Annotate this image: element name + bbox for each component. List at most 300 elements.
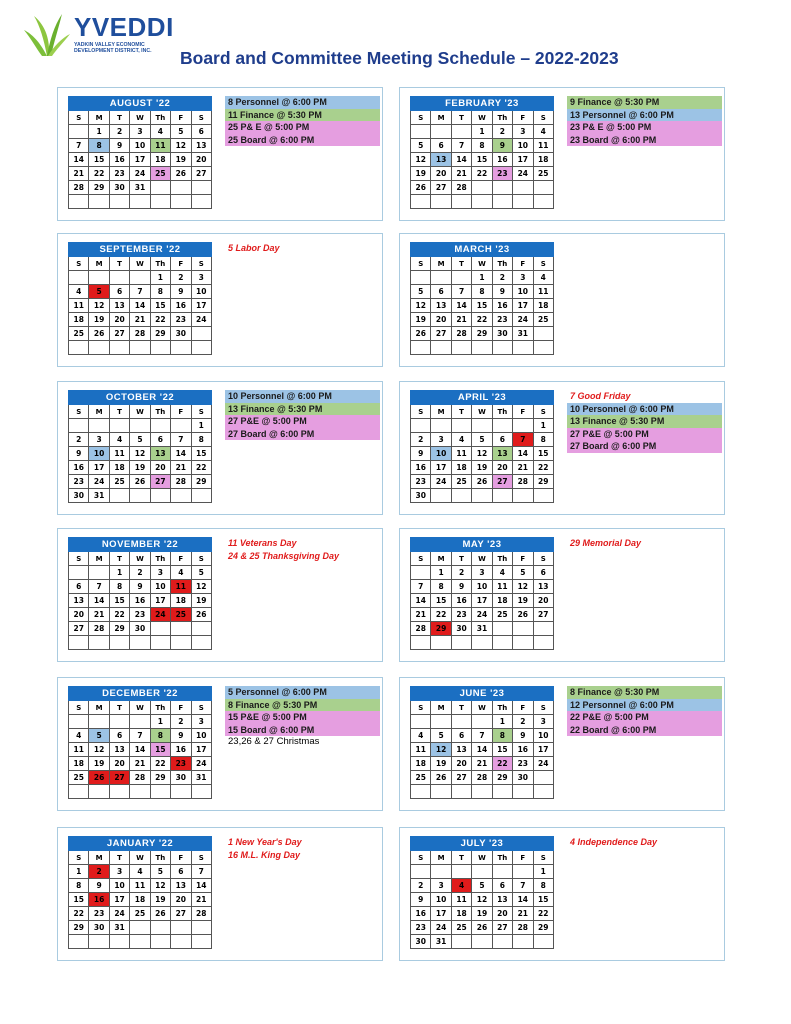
meeting-item: 23 P& E @ 5:00 PM [567, 121, 722, 134]
meeting-item: 8 Finance @ 5:30 PM [567, 686, 722, 699]
empty-cell [513, 865, 533, 879]
event-list [567, 96, 722, 146]
empty-cell [109, 195, 129, 209]
weekday-label: S [411, 257, 431, 271]
week-row [411, 271, 554, 285]
day-cell: 21 [513, 461, 533, 475]
day-cell: 25 [492, 608, 512, 622]
day-cell: 14 [69, 153, 89, 167]
day-cell: 18 [130, 893, 150, 907]
day-cell: 4 [69, 285, 89, 299]
day-cell: 8 [191, 433, 211, 447]
mini-calendar [410, 390, 554, 503]
day-cell: 5 [411, 139, 431, 153]
empty-cell [191, 489, 211, 503]
day-cell: 16 [89, 893, 109, 907]
day-cell: 22 [533, 461, 553, 475]
week-row [69, 153, 212, 167]
empty-cell [472, 181, 492, 195]
day-cell: 14 [411, 594, 431, 608]
holiday-item: 5 Labor Day [228, 243, 280, 253]
day-cell: 6 [109, 285, 129, 299]
empty-cell [69, 125, 89, 139]
day-cell: 7 [130, 729, 150, 743]
day-cell: 31 [431, 935, 451, 949]
month-panel [57, 677, 383, 811]
day-cell: 12 [411, 299, 431, 313]
day-cell: 29 [492, 771, 512, 785]
week-row [69, 785, 212, 799]
weekday-label: S [411, 111, 431, 125]
empty-cell [533, 341, 553, 355]
day-cell: 3 [472, 566, 492, 580]
weekday-label: Th [492, 257, 512, 271]
empty-cell [89, 341, 109, 355]
day-cell: 25 [451, 475, 471, 489]
month-panel [57, 381, 383, 515]
empty-cell [492, 489, 512, 503]
empty-cell [472, 715, 492, 729]
empty-cell [109, 935, 129, 949]
empty-cell [191, 636, 211, 650]
empty-cell [492, 419, 512, 433]
day-cell: 9 [492, 285, 512, 299]
weekday-label: S [191, 851, 211, 865]
day-cell: 3 [130, 125, 150, 139]
week-row [411, 622, 554, 636]
day-cell: 13 [431, 153, 451, 167]
day-cell: 9 [513, 729, 533, 743]
day-cell: 8 [109, 580, 129, 594]
weekday-label: M [89, 111, 109, 125]
day-cell: 4 [150, 125, 170, 139]
month-header: SEPTEMBER '22 [69, 243, 212, 257]
week-row [411, 865, 554, 879]
day-cell: 30 [411, 935, 431, 949]
event-list [225, 836, 380, 861]
day-cell: 16 [492, 299, 512, 313]
day-cell: 11 [533, 139, 553, 153]
month-panel [399, 677, 725, 811]
weekday-label: W [472, 111, 492, 125]
day-cell: 10 [533, 729, 553, 743]
empty-cell [89, 419, 109, 433]
day-cell: 7 [89, 580, 109, 594]
day-cell: 19 [89, 757, 109, 771]
empty-cell [513, 341, 533, 355]
empty-cell [431, 785, 451, 799]
weekday-label: M [431, 701, 451, 715]
day-cell: 24 [89, 475, 109, 489]
meeting-item: 11 Finance @ 5:30 PM [225, 109, 380, 122]
weekday-label: S [533, 405, 553, 419]
meeting-item: 23,26 & 27 Christmas [228, 736, 320, 747]
day-cell: 11 [492, 580, 512, 594]
day-cell: 4 [533, 271, 553, 285]
mini-calendar [68, 96, 212, 209]
day-cell: 16 [411, 907, 431, 921]
day-cell: 10 [513, 139, 533, 153]
empty-cell [411, 715, 431, 729]
empty-cell [69, 341, 89, 355]
empty-cell [171, 921, 191, 935]
week-row [411, 729, 554, 743]
empty-cell [171, 341, 191, 355]
weekday-label: M [431, 851, 451, 865]
week-row [69, 757, 212, 771]
day-cell: 29 [69, 921, 89, 935]
day-cell: 23 [69, 475, 89, 489]
empty-cell [492, 636, 512, 650]
meeting-item: 13 Personnel @ 6:00 PM [567, 109, 722, 122]
week-row [69, 299, 212, 313]
weekday-label: F [171, 405, 191, 419]
empty-cell [533, 636, 553, 650]
weekday-label: F [171, 111, 191, 125]
weekday-label: F [513, 257, 533, 271]
day-cell: 18 [109, 461, 129, 475]
day-cell: 15 [472, 153, 492, 167]
day-cell: 28 [130, 327, 150, 341]
day-cell: 19 [89, 313, 109, 327]
week-row [69, 566, 212, 580]
day-cell: 3 [191, 271, 211, 285]
day-cell: 24 [513, 313, 533, 327]
day-cell: 30 [89, 921, 109, 935]
meeting-item: 22 P&E @ 5:00 PM [567, 711, 722, 724]
day-cell: 25 [451, 921, 471, 935]
day-cell: 4 [130, 865, 150, 879]
empty-cell [492, 622, 512, 636]
day-cell: 5 [513, 566, 533, 580]
empty-cell [171, 419, 191, 433]
logo-name: YVEDDI [74, 12, 174, 42]
day-cell: 25 [109, 475, 129, 489]
week-row [411, 594, 554, 608]
day-cell: 3 [109, 865, 129, 879]
week-row [69, 125, 212, 139]
empty-cell [171, 195, 191, 209]
holiday-item: 24 & 25 Thanksgiving Day [228, 550, 340, 561]
day-cell: 9 [492, 139, 512, 153]
week-row [69, 433, 212, 447]
empty-cell [492, 865, 512, 879]
day-cell: 29 [533, 475, 553, 489]
month-panel [57, 528, 383, 662]
empty-cell [109, 489, 129, 503]
empty-cell [130, 419, 150, 433]
empty-cell [150, 785, 170, 799]
month-header: JULY '23 [411, 837, 554, 851]
weekday-label: F [513, 111, 533, 125]
mini-calendar [410, 686, 554, 799]
day-cell: 13 [431, 299, 451, 313]
meeting-item: 13 Finance @ 5:30 PM [567, 415, 722, 428]
day-cell: 8 [472, 285, 492, 299]
month-header: AUGUST '22 [69, 97, 212, 111]
month-panel [399, 233, 725, 367]
day-cell: 16 [451, 594, 471, 608]
week-row [411, 125, 554, 139]
week-row [411, 566, 554, 580]
day-cell: 30 [69, 489, 89, 503]
day-cell: 11 [171, 580, 191, 594]
week-row [411, 419, 554, 433]
empty-cell [533, 935, 553, 949]
weekday-label: W [130, 851, 150, 865]
day-cell: 13 [69, 594, 89, 608]
day-cell: 19 [513, 594, 533, 608]
weekday-label: W [130, 405, 150, 419]
weekday-label: S [411, 701, 431, 715]
day-cell: 12 [89, 743, 109, 757]
day-cell: 14 [513, 447, 533, 461]
empty-cell [191, 181, 211, 195]
day-cell: 6 [431, 285, 451, 299]
day-cell: 5 [411, 285, 431, 299]
day-cell: 27 [492, 921, 512, 935]
empty-cell [109, 785, 129, 799]
weekday-label: T [109, 701, 129, 715]
day-cell: 25 [150, 167, 170, 181]
empty-cell [451, 489, 471, 503]
empty-cell [431, 419, 451, 433]
empty-cell [130, 785, 150, 799]
day-cell: 9 [89, 879, 109, 893]
week-row [411, 636, 554, 650]
day-cell: 22 [472, 313, 492, 327]
weekday-label: M [431, 552, 451, 566]
day-cell: 2 [411, 879, 431, 893]
day-cell: 9 [69, 447, 89, 461]
week-row [69, 636, 212, 650]
day-cell: 24 [513, 167, 533, 181]
day-cell: 16 [171, 743, 191, 757]
week-row [69, 594, 212, 608]
logo-subtitle: YADKIN VALLEY ECONOMIC DEVELOPMENT DISTRICT, INC. [74, 42, 152, 54]
day-cell: 11 [69, 743, 89, 757]
empty-cell [191, 921, 211, 935]
day-cell: 20 [191, 153, 211, 167]
mini-calendar [410, 836, 554, 949]
weekday-label: F [513, 851, 533, 865]
event-list [225, 686, 380, 749]
day-cell: 25 [171, 608, 191, 622]
weekday-label: Th [150, 701, 170, 715]
meeting-item: 25 P& E @ 5:00 PM [225, 121, 380, 134]
empty-cell [89, 785, 109, 799]
day-cell: 30 [411, 489, 431, 503]
empty-cell [411, 341, 431, 355]
weekday-label: Th [492, 851, 512, 865]
day-cell: 8 [472, 139, 492, 153]
day-cell: 12 [472, 447, 492, 461]
day-cell: 12 [130, 447, 150, 461]
day-cell: 15 [492, 743, 512, 757]
empty-cell [89, 715, 109, 729]
empty-cell [171, 181, 191, 195]
day-cell: 18 [69, 757, 89, 771]
day-cell: 9 [109, 139, 129, 153]
day-cell: 18 [451, 907, 471, 921]
event-list [567, 686, 722, 736]
day-cell: 5 [130, 433, 150, 447]
empty-cell [431, 341, 451, 355]
day-cell: 1 [492, 715, 512, 729]
meeting-item: 12 Personnel @ 6:00 PM [567, 699, 722, 712]
day-cell: 23 [171, 313, 191, 327]
week-row [411, 608, 554, 622]
empty-cell [451, 865, 471, 879]
empty-cell [513, 195, 533, 209]
month-panel [399, 87, 725, 221]
day-cell: 30 [171, 327, 191, 341]
day-cell: 6 [533, 566, 553, 580]
week-row [411, 743, 554, 757]
day-cell: 9 [171, 285, 191, 299]
day-cell: 8 [533, 433, 553, 447]
day-cell: 26 [472, 921, 492, 935]
day-cell: 23 [513, 757, 533, 771]
weekday-label: S [69, 257, 89, 271]
day-cell: 23 [411, 921, 431, 935]
day-cell: 29 [191, 475, 211, 489]
mini-calendar [68, 537, 212, 650]
day-cell: 11 [451, 893, 471, 907]
day-cell: 20 [533, 594, 553, 608]
weekday-label: Th [492, 111, 512, 125]
day-cell: 20 [431, 167, 451, 181]
empty-cell [150, 622, 170, 636]
day-cell: 18 [533, 153, 553, 167]
day-cell: 28 [89, 622, 109, 636]
weekday-label: M [431, 257, 451, 271]
day-cell: 16 [130, 594, 150, 608]
holiday-item: 29 Memorial Day [570, 538, 642, 548]
day-cell: 5 [472, 879, 492, 893]
empty-cell [431, 715, 451, 729]
day-cell: 18 [492, 594, 512, 608]
day-cell: 27 [191, 167, 211, 181]
day-cell: 30 [171, 771, 191, 785]
day-cell: 6 [492, 433, 512, 447]
day-cell: 24 [533, 757, 553, 771]
day-cell: 13 [171, 879, 191, 893]
day-cell: 22 [69, 907, 89, 921]
day-cell: 22 [472, 167, 492, 181]
week-row [411, 433, 554, 447]
day-cell: 24 [130, 167, 150, 181]
day-cell: 29 [533, 921, 553, 935]
empty-cell [492, 181, 512, 195]
day-cell: 14 [451, 153, 471, 167]
day-cell: 20 [171, 893, 191, 907]
empty-cell [411, 125, 431, 139]
empty-cell [150, 935, 170, 949]
empty-cell [171, 636, 191, 650]
holiday-item: 4 Independence Day [570, 837, 658, 847]
day-cell: 14 [171, 447, 191, 461]
week-row [411, 167, 554, 181]
empty-cell [130, 935, 150, 949]
week-row [411, 447, 554, 461]
day-cell: 29 [109, 622, 129, 636]
day-cell: 15 [191, 447, 211, 461]
weekday-label: S [69, 552, 89, 566]
day-cell: 31 [513, 327, 533, 341]
day-cell: 24 [191, 313, 211, 327]
day-cell: 2 [130, 566, 150, 580]
empty-cell [130, 271, 150, 285]
empty-cell [533, 622, 553, 636]
weekday-label: F [513, 701, 533, 715]
day-cell: 25 [69, 327, 89, 341]
day-cell: 26 [472, 475, 492, 489]
day-cell: 23 [171, 757, 191, 771]
day-cell: 3 [89, 433, 109, 447]
day-cell: 26 [513, 608, 533, 622]
empty-cell [130, 489, 150, 503]
weekday-label: M [89, 701, 109, 715]
day-cell: 17 [513, 299, 533, 313]
week-row [69, 285, 212, 299]
day-cell: 11 [451, 447, 471, 461]
day-cell: 23 [89, 907, 109, 921]
empty-cell [513, 636, 533, 650]
meeting-item: 25 Board @ 6:00 PM [225, 134, 380, 147]
day-cell: 28 [451, 181, 471, 195]
day-cell: 26 [89, 327, 109, 341]
day-cell: 29 [431, 622, 451, 636]
day-cell: 19 [472, 461, 492, 475]
day-cell: 17 [533, 743, 553, 757]
weekday-label: S [191, 552, 211, 566]
day-cell: 12 [150, 879, 170, 893]
day-cell: 21 [130, 313, 150, 327]
day-cell: 22 [109, 608, 129, 622]
mini-calendar [68, 390, 212, 503]
day-cell: 3 [533, 715, 553, 729]
empty-cell [69, 935, 89, 949]
empty-cell [89, 566, 109, 580]
weekday-label: F [513, 405, 533, 419]
empty-cell [451, 125, 471, 139]
day-cell: 2 [89, 865, 109, 879]
day-cell: 5 [150, 865, 170, 879]
month-header: APRIL '23 [411, 391, 554, 405]
day-cell: 21 [191, 893, 211, 907]
empty-cell [411, 419, 431, 433]
day-cell: 27 [171, 907, 191, 921]
weekday-label: T [451, 405, 471, 419]
day-cell: 6 [69, 580, 89, 594]
day-cell: 2 [492, 271, 512, 285]
empty-cell [69, 271, 89, 285]
meeting-item: 8 Personnel @ 6:00 PM [225, 96, 380, 109]
weekday-label: S [191, 405, 211, 419]
day-cell: 16 [171, 299, 191, 313]
day-cell: 19 [191, 594, 211, 608]
day-cell: 29 [472, 327, 492, 341]
weekday-label: T [451, 701, 471, 715]
empty-cell [451, 935, 471, 949]
day-cell: 18 [69, 313, 89, 327]
day-cell: 10 [191, 285, 211, 299]
week-row [411, 785, 554, 799]
empty-cell [411, 566, 431, 580]
empty-cell [472, 419, 492, 433]
day-cell: 9 [171, 729, 191, 743]
